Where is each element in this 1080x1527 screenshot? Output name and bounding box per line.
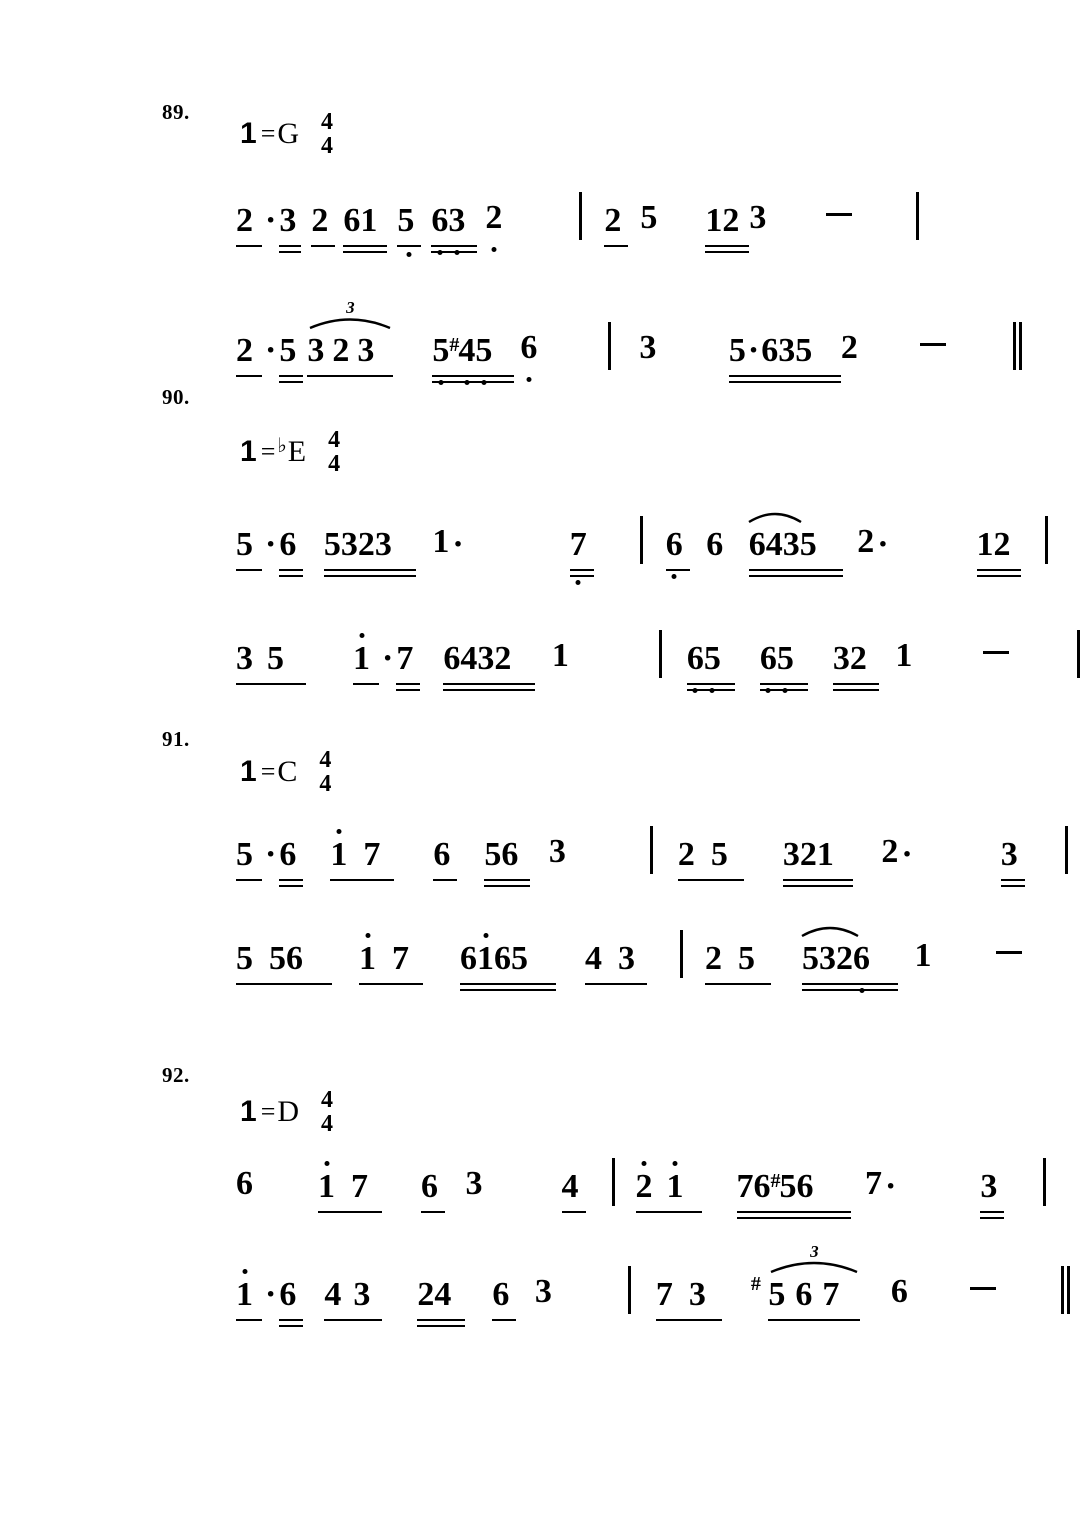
exercise-number-91: 91. <box>162 727 190 751</box>
key-signature-90 <box>240 428 340 476</box>
triplet-number-92: 3 <box>810 1242 819 1261</box>
barline-89-2 <box>608 322 611 370</box>
key-signature-91 <box>240 748 331 796</box>
music-line-92-2: 1 ·6 4 3 24 6 3 7 3 # 3 5 6 7 6 <box>236 1266 1071 1314</box>
barline-89-1-end <box>916 192 919 240</box>
key-equals-91: = <box>260 757 276 786</box>
double-barline-92 <box>1061 1266 1071 1314</box>
exercise-number-90: 90. <box>162 385 190 409</box>
music-line-89-2: 2 ·5 3 3 2 3 5 #4 5 6 3 5·635 2 <box>236 322 1023 370</box>
meter-denominator-89: 4 <box>321 133 334 159</box>
key-tonic-89: 1 <box>240 117 257 150</box>
barline-89-1 <box>579 192 582 240</box>
meter-denominator-90: 4 <box>328 451 341 477</box>
barline-90-1-end <box>1045 516 1048 564</box>
sustain-dash-89-2 <box>920 343 946 346</box>
triplet-number-89: 3 <box>346 298 355 317</box>
sustain-dash-90-2 <box>983 651 1009 654</box>
time-signature-92 <box>321 1088 333 1136</box>
meter-numerator-92: 4 <box>321 1087 334 1113</box>
meter-numerator-89: 4 <box>321 109 334 135</box>
meter-denominator-91: 4 <box>319 771 332 797</box>
barline-92-1 <box>612 1158 615 1206</box>
barline-90-2 <box>659 630 662 678</box>
key-letter-91: C <box>277 755 298 788</box>
music-line-92-1: 6 1 7 6 3 4 2 1 76#56 7· 3 <box>236 1158 1052 1206</box>
key-signature-89 <box>240 110 333 158</box>
sustain-dash-92-2 <box>970 1287 996 1290</box>
meter-numerator-90: 4 <box>328 427 341 453</box>
key-tonic-92: 1 <box>240 1095 257 1128</box>
sustain-dash-89-1 <box>826 213 852 216</box>
time-signature-91 <box>319 748 331 796</box>
tie-91 <box>802 922 898 938</box>
meter-denominator-92: 4 <box>321 1111 334 1137</box>
exercise-number-92: 92. <box>162 1063 190 1087</box>
barline-91-2 <box>680 930 683 978</box>
key-letter-92: D <box>277 1095 300 1128</box>
sustain-dash-91-2 <box>996 951 1022 954</box>
key-equals-92: = <box>260 1097 276 1126</box>
music-line-90-2: 3 5 1 ·7 6432 1 6 5 6 5 32 1 <box>236 630 1080 678</box>
barline-91-1 <box>650 826 653 874</box>
slur-92 <box>768 1258 860 1274</box>
key-letter-90: ♭E <box>277 435 307 468</box>
key-signature-92 <box>240 1088 333 1136</box>
tie-90 <box>749 508 843 524</box>
meter-numerator-91: 4 <box>319 747 332 773</box>
key-equals-89: = <box>260 119 276 148</box>
music-line-91-2: 5 56 1 7 61 65 4 3 2 5 5326 1 <box>236 930 1080 978</box>
double-barline-89 <box>1013 322 1023 370</box>
music-line-89-1: 2 ·3 2 61 5 6 3 2 2 5 12 3 <box>236 192 925 240</box>
barline-92-2 <box>628 1266 631 1314</box>
exercise-number-89: 89. <box>162 100 190 124</box>
time-signature-90 <box>328 428 340 476</box>
barline-91-1-end <box>1065 826 1068 874</box>
slur-89 <box>307 314 393 330</box>
key-tonic-91: 1 <box>240 755 257 788</box>
music-line-91-1: 5 ·6 1 7 6 56 3 2 5 321 2· 3 <box>236 826 1074 874</box>
time-signature-89 <box>321 110 333 158</box>
key-letter-89: G <box>277 117 300 150</box>
barline-92-1-end <box>1043 1158 1046 1206</box>
key-equals-90: = <box>260 437 276 466</box>
flat-sign-90: ♭ <box>277 435 287 457</box>
key-tonic-90: 1 <box>240 435 257 468</box>
music-line-90-1: 5 ·6 5323 1· 7 6 6 6435 2· 12 <box>236 516 1054 564</box>
barline-90-1 <box>640 516 643 564</box>
